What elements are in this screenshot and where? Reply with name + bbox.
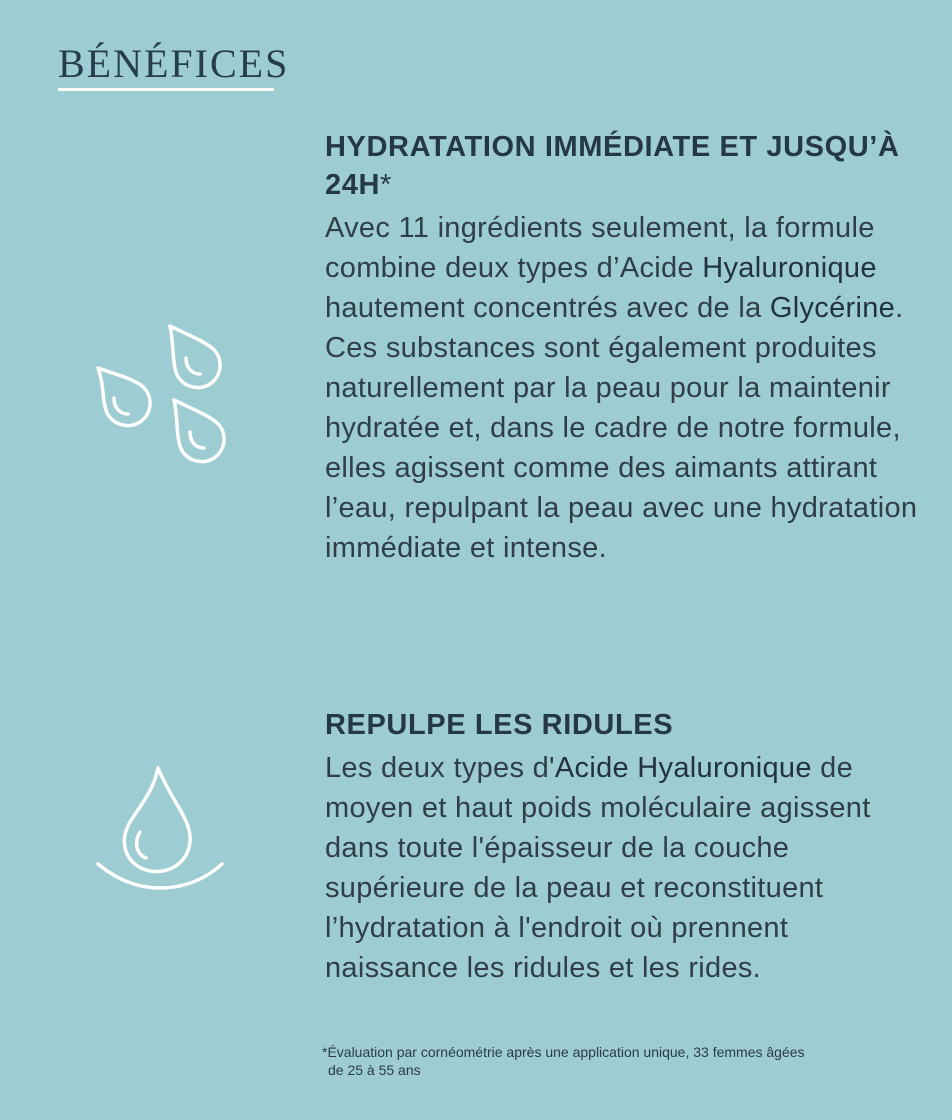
footnote-line-1: *Évaluation par cornéométrie après une application unique, 33 femmes âgées xyxy=(322,1044,805,1060)
benefit-ridules xyxy=(325,706,925,988)
benefit-description xyxy=(325,748,925,988)
heading-text: HYDRATATION IMMÉDIATE ET JUSQU’À 24H xyxy=(325,131,900,201)
body-text-segment: hautement concentrés avec de la xyxy=(325,292,770,324)
ingredient-acide-hyaluronique: Acide Hyaluronique xyxy=(554,752,812,784)
body-text-segment: . Ces substances sont également produites naturellement par la peau pour la maintenir hydratée et, dans le cadre de notre formule, elles agissent comme des aimants attirant l’eau, repulpant la peau avec une hydratation immédiate et intense. xyxy=(325,292,918,564)
page-title: BÉNÉFICES xyxy=(58,41,290,86)
body-text-segment: de moyen et haut poids moléculaire agissent dans toute l'épaisseur de la couche supérieure de la peau et reconstituent l’hydratation à l'endroit où prennent naissance les ridules et les rides. xyxy=(325,752,871,984)
water-drops-icon xyxy=(90,318,230,468)
title-underline xyxy=(58,88,274,91)
heading-asterisk: * xyxy=(380,169,392,201)
body-text-segment: Les deux types d' xyxy=(325,752,555,784)
benefit-heading xyxy=(325,128,925,204)
benefit-description xyxy=(325,208,925,568)
footnote-line-2: de 25 à 55 ans xyxy=(328,1062,421,1078)
heading-text: REPULPE LES RIDULES xyxy=(325,709,674,741)
body-text-segment: Avec 11 ingrédients seulement, la formule combine deux types d’Acide xyxy=(325,212,875,284)
footnote xyxy=(322,1043,882,1079)
ingredient-glycerine: Glycérine xyxy=(769,292,896,324)
benefit-heading xyxy=(325,706,925,744)
ingredient-hyaluronique: Hyaluronique xyxy=(702,252,877,284)
benefit-hydration xyxy=(325,128,925,568)
water-drop-wave-icon xyxy=(92,760,228,900)
